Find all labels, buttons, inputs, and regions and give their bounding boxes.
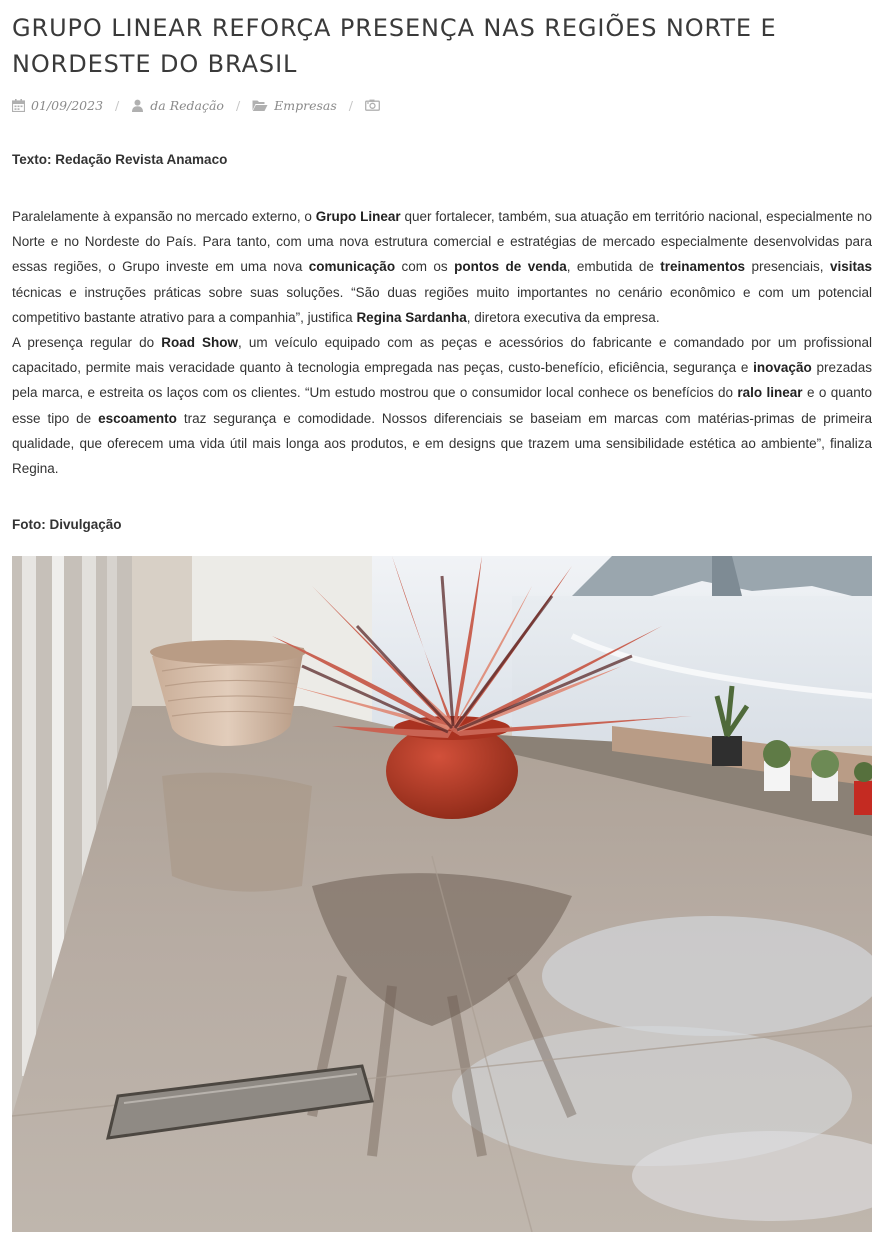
- meta-separator: /: [235, 97, 241, 113]
- article-title: GRUPO LINEAR REFORÇA PRESENÇA NAS REGIÕES NORTE E NORDESTE DO BRASIL: [12, 14, 777, 78]
- meta-gallery[interactable]: [365, 99, 386, 111]
- highlight-regina-sardanha: Regina Sardanha: [356, 309, 467, 325]
- highlight-inovacao: inovação: [753, 360, 812, 376]
- highlight-pontos-de-venda: pontos de venda: [454, 259, 567, 275]
- paragraph: Paralelamente à expansão no mercado externo, o Grupo Linear quer fortalecer, também, sua atuação em território nacional, especialmente no Norte e no Nordeste do País. Para tanto, com uma nova estrutura comercial e estratégias de mercado especialmente desenvolvidas para essas regiões, o Grupo investe em uma nova comunicação com os pontos de venda, embutida de treinamentos presenciais, visitas técnicas e instruções práticas sobre suas soluções. “São duas regiões muito importantes no cenário econômico e com um potencial competitivo bastante atrativo para a companhia”, justifica Regina Sardanha, diretora executiva da empresa.: [12, 209, 872, 325]
- photo-credit: Foto: Divulgação: [12, 517, 122, 533]
- meta-category: [252, 98, 337, 113]
- meta-separator: /: [115, 97, 120, 113]
- article: [12, 0, 872, 1232]
- meta-author: [131, 98, 224, 113]
- highlight-escoamento: escoamento: [98, 410, 177, 426]
- highlight-grupo-linear: Grupo Linear: [315, 209, 401, 224]
- article-meta: [12, 94, 872, 116]
- highlight-road-show: Road Show: [161, 335, 239, 351]
- meta-date: [12, 98, 103, 113]
- meta-date-text[interactable]: 01/09/2023: [31, 97, 104, 113]
- highlight-visitas: visitas: [829, 259, 872, 275]
- camera-icon[interactable]: [365, 99, 380, 111]
- calendar-icon: [12, 99, 25, 112]
- meta-category-link[interactable]: Empresas: [274, 97, 337, 113]
- user-icon: [131, 99, 144, 112]
- highlight-treinamentos: treinamentos: [660, 259, 746, 275]
- article-photo[interactable]: [12, 556, 872, 1232]
- folder-open-icon: [252, 99, 268, 112]
- article-body: [12, 204, 872, 481]
- highlight-comunicacao: comunicação: [308, 259, 396, 275]
- text-credit: Texto: Redação Revista Anamaco: [12, 152, 228, 167]
- meta-separator: /: [348, 97, 354, 113]
- paragraph: A presença regular do Road Show, um veículo equipado com as peças e acessórios do fabricante e comandado por um profissional capacitado, permite mais veracidade quanto à tecnologia empregada nas peças, custo-benefício, eficiência, segurança e inovação prezadas pela marca, e estreita os laços com os clientes. “Um estudo mostrou que o consumidor local conhece os benefícios do ralo linear e o quanto esse tipo de escoamento traz segurança e comodidade. Nossos diferenciais se baseiam em marcas com matérias-primas de primeira qualidade, que oferecem uma vida útil mais longa aos produtos, e em designs que trazem uma sensibilidade estética ao ambiente”, finaliza Regina.: [12, 335, 873, 477]
- highlight-ralo-linear: ralo linear: [737, 385, 803, 401]
- meta-author-link[interactable]: da Redação: [150, 97, 224, 113]
